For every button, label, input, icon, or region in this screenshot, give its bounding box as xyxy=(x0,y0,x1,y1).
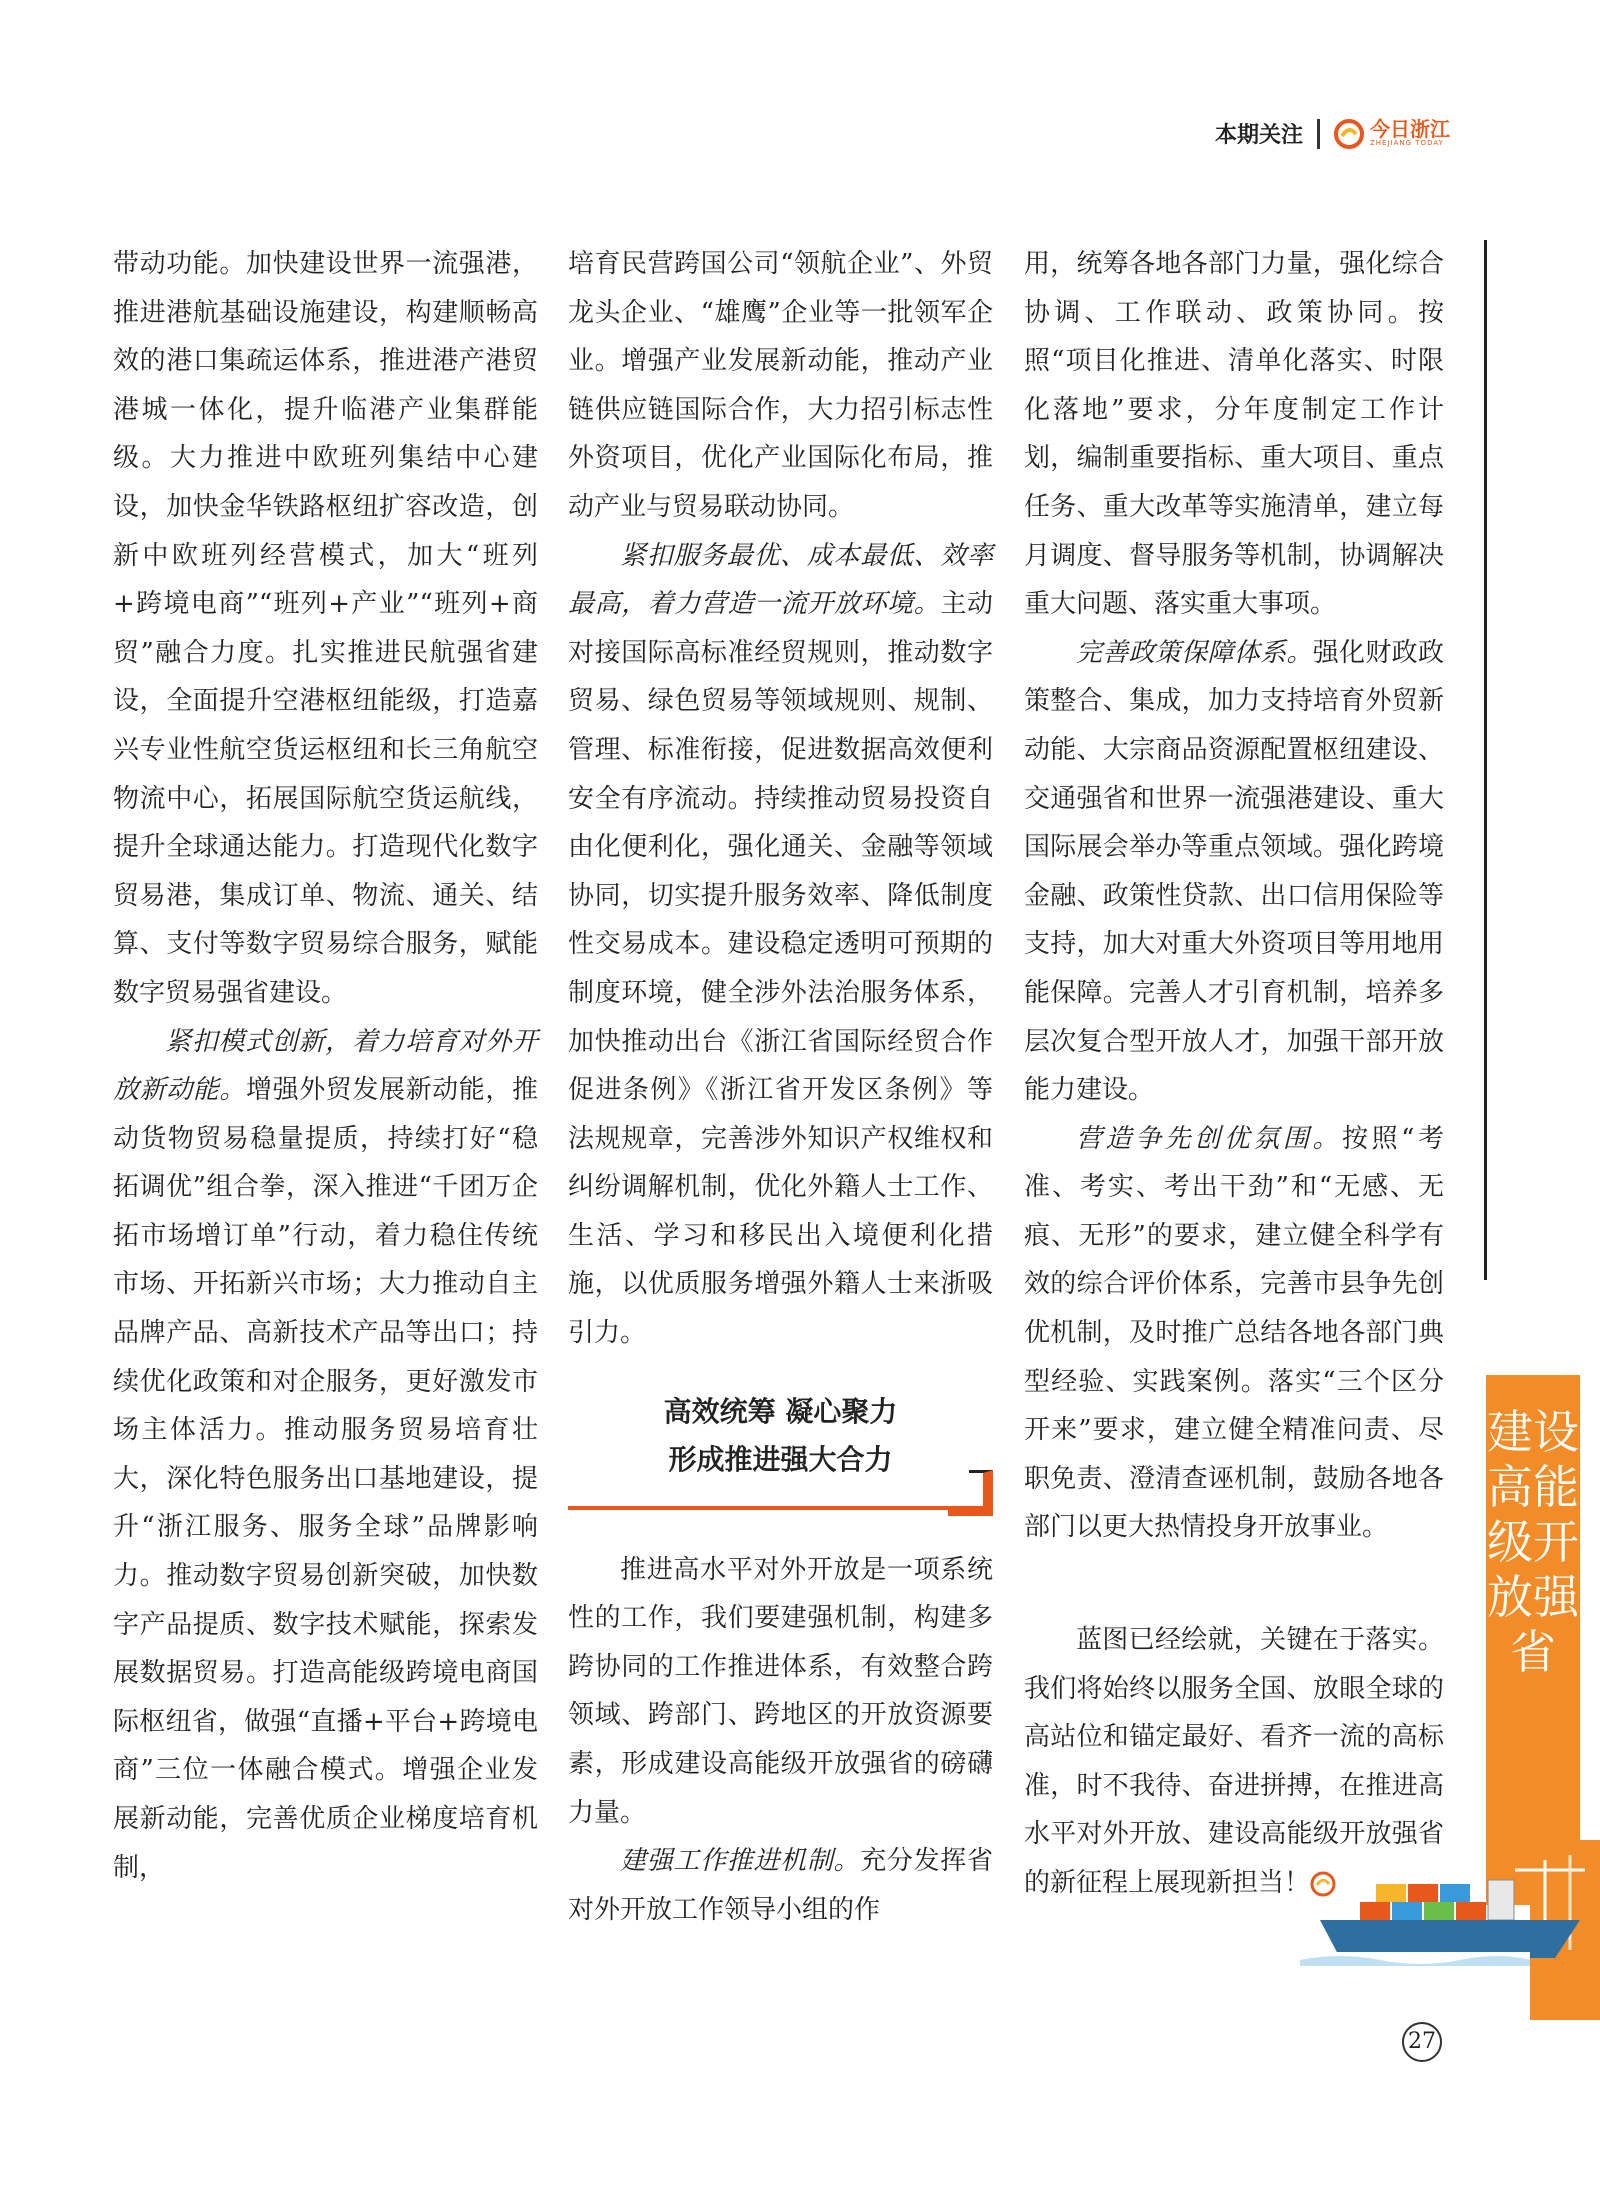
column-3 xyxy=(1024,240,1444,1908)
paragraph-body: 增强外贸发展新动能，推动货物贸易稳量提质，持续打好“稳拓调优”组合拳，深入推进“千团万企拓市场增订单”行动，着力稳住传统市场、开拓新兴市场；大力推动自主品牌产品、高新技术产品等出口；持续优化政策和对企服务，更好激发市场主体活力。推动服务贸易培育壮大，深化特色服务出口基地建设，提升“浙江服务、服务全球”品牌影响力。推动数字贸易创新突破，加快数字产品提质、数字技术赋能，探索发展数据贸易。打造高能级跨境电商国际枢纽省，做强“直播+平台+跨境电商”三位一体融合模式。增强企业发展新动能，完善优质企业梯度培育机制， xyxy=(113,1075,538,1883)
subheading-corner xyxy=(969,1470,993,1516)
paragraph-lead: 建强工作推进机制。 xyxy=(620,1846,861,1877)
paragraph-body: 按照“考准、考实、考出干劲”和“无感、无痕、无形”的要求，建立健全科学有效的综合评价体系，完善市县争先创优机制，及时推广总结各地各部门典型经验、实践案例。落实“三个区分开来”要求，建立健全精准问责、尽职免责、澄清查诬机制，鼓励各地各部门以更大热情投身开放事业。 xyxy=(1024,1123,1444,1543)
paragraph-lead: 紧扣服务最优、成本最低、效率最高，着力营造一流开放环境。 xyxy=(568,540,993,620)
header-divider xyxy=(1317,119,1320,149)
closing-text: 蓝图已经绘就，关键在于落实。我们将始终以服务全国、放眼全球的高站位和锚定最好、看齐一流的高标准，时不我待、奋进拼搏，在推进高水平对外开放、建设高能级开放强省的新征程上展现新担当！ xyxy=(1024,1625,1444,1898)
subheading xyxy=(568,1388,993,1516)
paragraph-lead: 紧扣模式创新，着力培育对外开放新动能。 xyxy=(113,1026,538,1106)
subheading-line-1: 高效统筹 凝心聚力 xyxy=(663,1394,898,1428)
logo-english: ZHEJIANG TODAY xyxy=(1370,139,1444,147)
subheading-line-2: 形成推进强大合力 xyxy=(668,1442,893,1476)
body-paragraph xyxy=(113,1018,538,1893)
magazine-logo xyxy=(1334,119,1450,149)
side-tab xyxy=(1486,1375,1580,1905)
logo-swirl-icon xyxy=(1334,119,1364,149)
body-paragraph: 带动功能。加快建设世界一流强港，推进港航基础设施建设，构建顺畅高效的港口集疏运体系，推进港产港贸港城一体化，提升临港产业集群能级。大力推进中欧班列集结中心建设，加快金华铁路枢纽扩容改造，创新中欧班列经营模式，加大“班列+跨境电商”“班列+产业”“班列+商贸”融合力度。扎实推进民航强省建设，全面提升空港枢纽能级，打造嘉兴专业性航空货运枢纽和长三角航空物流中心，拓展国际航空货运航线，提升全球通达能力。打造现代化数字贸易港，集成订单、物流、通关、结算、支付等数字贸易综合服务，赋能数字贸易强省建设。 xyxy=(113,249,538,1008)
paragraph-gap xyxy=(1024,1552,1444,1616)
column-rule xyxy=(1484,240,1487,1280)
body-paragraph xyxy=(1024,629,1444,1115)
body-paragraph xyxy=(568,1837,993,1934)
subheading-bar-gap xyxy=(568,1510,948,1516)
body-paragraph: 用，统筹各地各部门力量，强化综合协调、工作联动、政策协同。按照“项目化推进、清单化落实、时限化落地”要求，分年度制定工作计划，编制重要指标、重大项目、重点任务、重大改革等实施清单，建立每月调度、督导服务等机制，协调解决重大问题、落实重大事项。 xyxy=(1024,249,1444,620)
paragraph-body: 主动对接国际高标准经贸规则，推动数字贸易、绿色贸易等领域规则、规制、管理、标准衔接，促进数据高效便利安全有序流动。持续推动贸易投资自由化便利化，强化通关、金融等领域协同，切实提升服务效率、降低制度性交易成本。建设稳定透明可预期的制度环境，健全涉外法治服务体系，加快推动出台《浙江省国际经贸合作促进条例》《浙江省开发区条例》等法规规章，完善涉外知识产权维权和纠纷调解机制，优化外籍人士工作、生活、学习和移民出入境便利化措施，以优质服务增强外籍人士来浙吸引力。 xyxy=(568,589,993,1349)
logo-chinese: 今日浙江 xyxy=(1370,117,1450,141)
paragraph-body: 充分发挥省对外开放工作领导小组的作 xyxy=(568,1846,993,1925)
page-header xyxy=(1215,118,1450,149)
column-1 xyxy=(113,240,538,1892)
body-paragraph xyxy=(568,532,993,1358)
body-paragraph: 培育民营跨国公司“领航企业”、外贸龙头企业、“雄鹰”企业等一批领军企业。增强产业发展新动能，推动产业链供应链国际合作，大力招引标志性外资项目，优化产业国际化布局，推动产业与贸易联动协同。 xyxy=(568,249,993,522)
paragraph-lead: 营造争先创优氛围。 xyxy=(1076,1123,1343,1154)
body-paragraph: 推进高水平对外开放是一项系统性的工作，我们要建强机制，构建多跨协同的工作推进体系，有效整合跨领域、跨部门、跨地区的开放资源要素，形成建设高能级开放强省的磅礴力量。 xyxy=(568,1554,993,1828)
column-2 xyxy=(568,240,993,1934)
cargo-ship-icon xyxy=(1300,1840,1600,2020)
side-tab-title: 建设高能级开放强省 xyxy=(1487,1405,1579,1679)
body-paragraph xyxy=(1024,1115,1444,1552)
section-label: 本期关注 xyxy=(1214,123,1303,148)
paragraph-lead: 完善政策保障体系。 xyxy=(1076,637,1313,668)
page-number: 27 xyxy=(1402,2022,1442,2062)
paragraph-body: 强化财政政策整合、集成，加力支持培育外贸新动能、大宗商品资源配置枢纽建设、交通强省和世界一流强港建设、重大国际展会举办等重点领域。强化跨境金融、政策性贷款、出口信用保险等支持，加大对重大外资项目等用地用能保障。完善人才引育机制，培养多层次复合型开放人才，加强干部开放能力建设。 xyxy=(1024,637,1444,1106)
